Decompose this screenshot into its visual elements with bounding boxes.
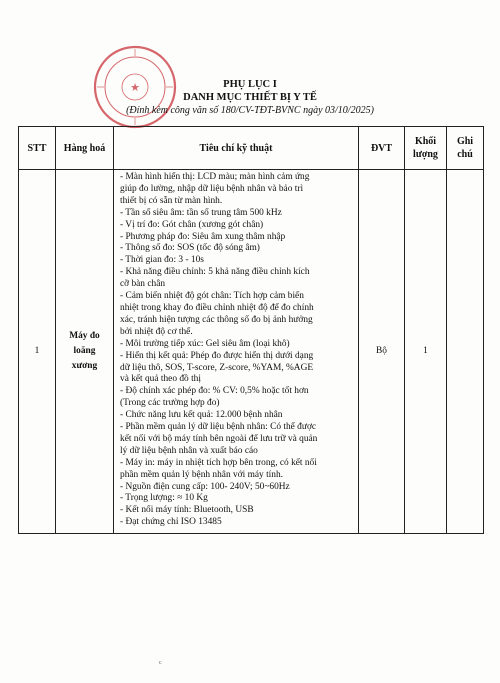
spec-line: xác, tránh hiện tượng các thông số đo bị ảnh hưởng bbox=[120, 314, 313, 325]
spec-line: kết nối với bộ máy tính bên ngoài để lưu trữ và quản bbox=[120, 433, 318, 444]
appendix-title: PHỤ LỤC I bbox=[223, 79, 277, 90]
col-header-note bbox=[447, 127, 484, 170]
col-header-qty-line2: lượng bbox=[413, 149, 438, 160]
col-header-note-line2: chú bbox=[457, 149, 473, 160]
document-header bbox=[0, 78, 500, 117]
row-spec bbox=[114, 170, 359, 534]
spec-line: - Phần mềm quản lý dữ liệu bệnh nhân: Có thể được bbox=[120, 422, 317, 433]
spec-line: - Thông số đo: SOS (tốc độ sóng âm) bbox=[120, 243, 260, 254]
table-row bbox=[19, 170, 484, 534]
spec-line: - Màn hình hiển thị: LCD màu; màn hình cảm ứng bbox=[120, 172, 310, 182]
col-header-unit: ĐVT bbox=[359, 127, 405, 170]
row-quantity: 1 bbox=[405, 170, 447, 534]
spec-line: - Máy in: máy in nhiệt tích hợp bên trong, có kết nối bbox=[120, 457, 317, 468]
spec-line: dữ liệu thô, SOS, T-score, Z-score, %YAM, %AGE bbox=[120, 362, 314, 373]
col-header-stt: STT bbox=[19, 127, 56, 170]
table-header-row bbox=[19, 127, 484, 170]
spec-line: - Kết nối máy tính: Bluetooth, USB bbox=[120, 505, 254, 516]
spec-line: - Tần số siêu âm: tần số trung tâm 500 kHz bbox=[120, 207, 282, 218]
item-name-line2: loãng bbox=[73, 346, 96, 357]
spec-line: - Nguồn điện cung cấp: 100- 240V; 50~60Hz bbox=[120, 481, 290, 492]
row-note bbox=[447, 170, 484, 534]
spec-line: - Cảm biến nhiệt độ gót chân: Tích hợp cảm biến bbox=[120, 291, 304, 302]
spec-line: - Chức năng lưu kết quả: 12.000 bệnh nhân bbox=[120, 410, 283, 421]
spec-line: - Vị trí đo: Gót chân (xương gót chân) bbox=[120, 219, 264, 230]
seal-star: ★ bbox=[130, 81, 140, 94]
spec-line: - Phương pháp đo: Siêu âm xung thâm nhập bbox=[120, 231, 286, 242]
equipment-table bbox=[18, 126, 484, 534]
spec-line: giúp đo lường, nhập dữ liệu bệnh nhân và bảo trì bbox=[120, 183, 304, 194]
spec-line: cỡ bàn chân bbox=[120, 279, 166, 290]
item-name-line3: xương bbox=[71, 361, 98, 372]
spec-line: - Môi trường tiếp xúc: Gel siêu âm (loại khô) bbox=[120, 338, 290, 349]
col-header-spec: Tiêu chí kỹ thuật bbox=[114, 127, 359, 170]
spec-line: và kết quả theo đồ thị bbox=[120, 374, 201, 385]
spec-line: bởi nhiệt độ cơ thể. bbox=[120, 326, 193, 337]
spec-line: - Hiển thị kết quả: Phép đo được hiển thị dưới dạng bbox=[120, 350, 314, 361]
row-item-name bbox=[56, 170, 114, 534]
spec-line: - Khả năng điều chỉnh: 5 khả năng điều chỉnh kích bbox=[120, 267, 310, 278]
reference-note: (Đính kèm công văn số 180/CV-TĐT-BVNC ngày 03/10/2025) bbox=[126, 105, 374, 116]
spec-line: nhiệt trong khay đo điều chỉnh nhiệt độ để đo chính bbox=[120, 302, 314, 313]
col-header-qty-line1: Khối bbox=[414, 136, 437, 147]
item-name-line1: Máy đo bbox=[69, 331, 100, 342]
list-title: DANH MỤC THIẾT BỊ Y TẾ bbox=[183, 92, 317, 103]
spec-line: - Thời gian đo: 3 - 10s bbox=[120, 255, 204, 266]
spec-line: (Trong các trường hợp đo) bbox=[120, 398, 220, 409]
col-header-qty bbox=[405, 127, 447, 170]
spec-line: phần mềm quản lý bệnh nhân với máy tính. bbox=[120, 469, 284, 480]
col-header-item: Hàng hoá bbox=[56, 127, 114, 170]
col-header-note-line1: Ghi bbox=[456, 136, 474, 147]
spec-line: - Trọng lượng: ≈ 10 Kg bbox=[120, 493, 208, 504]
spec-line: - Độ chính xác phép đo: % CV: 0,5% hoặc tốt hơn bbox=[120, 386, 309, 397]
spec-line: thiết bị có sẵn từ màn hình. bbox=[120, 195, 223, 206]
spec-line: lý dữ liệu bệnh nhân và xuất báo cáo bbox=[120, 445, 258, 456]
row-stt: 1 bbox=[19, 170, 56, 534]
footer-mark: c bbox=[159, 660, 162, 666]
row-unit: Bộ bbox=[359, 170, 405, 534]
spec-line: - Đạt chứng chỉ ISO 13485 bbox=[120, 517, 222, 528]
